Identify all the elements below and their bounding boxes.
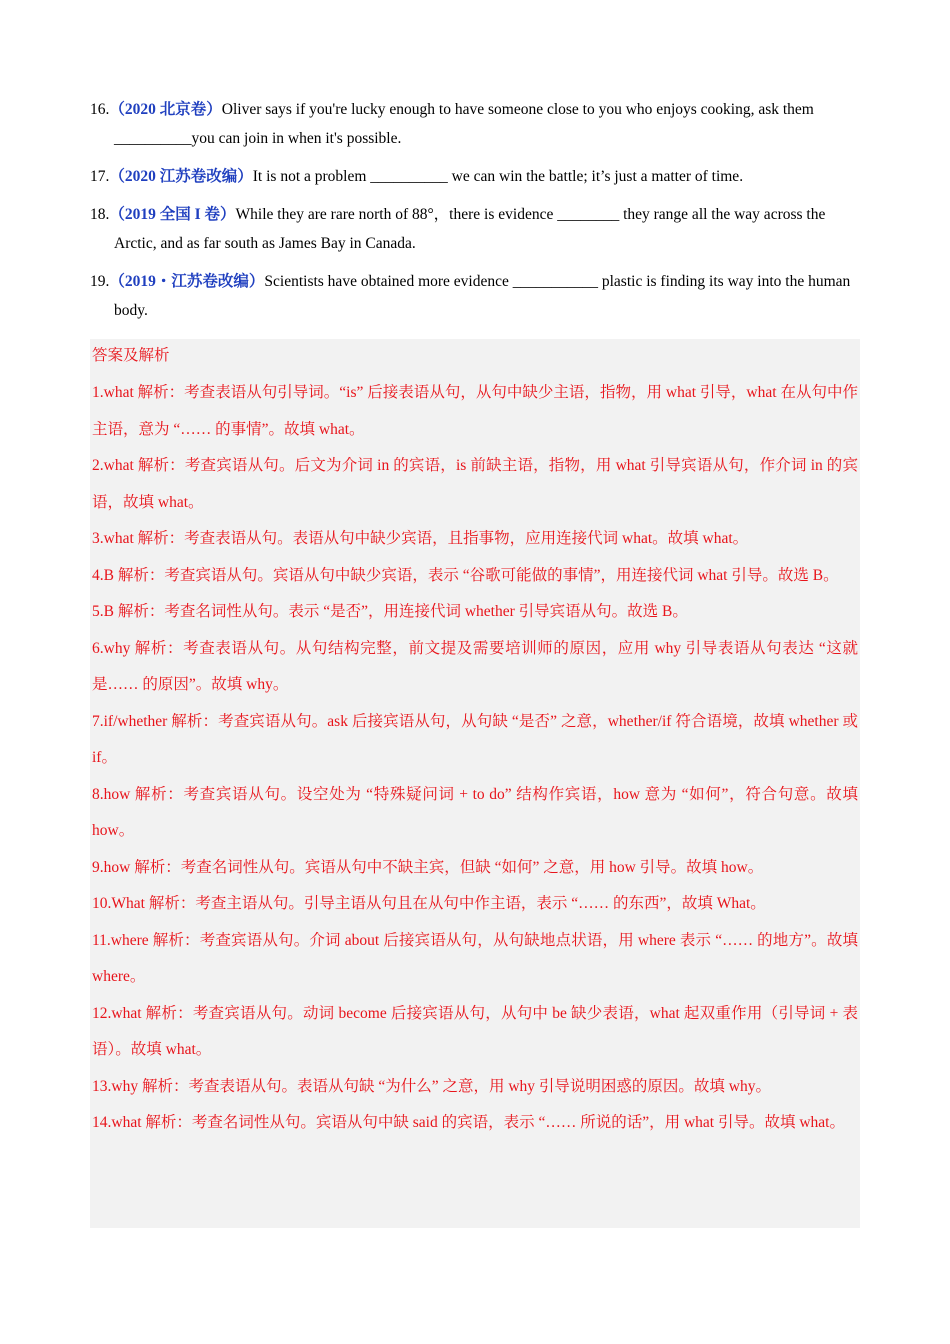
- answer-item: 12.what 解析：考查宾语从句。动词 become 后接宾语从句，从句中 be 缺少表语，what 起双重作用（引导词 + 表语）。故填 what。: [92, 1004, 858, 1058]
- question-17: [90, 162, 860, 191]
- answer-item: 7.if/whether 解析：考查宾语从句。ask 后接宾语从句，从句缺 “是否” 之意，whether/if 符合语境，故填 whether 或 if。: [92, 712, 858, 766]
- question-number: 18.: [90, 206, 110, 223]
- answer-item: 1.what 解析：考查表语从句引导词。“is” 后接表语从句，从句中缺少主语，指物，用 what 引导，what 在从句中作主语，意为 “…… 的事情”。故填 what。: [92, 384, 858, 438]
- question-number: 19.: [90, 273, 110, 290]
- question-source: （2019・江苏卷改编）: [109, 273, 265, 290]
- answer-item: 9.how 解析：考查名词性从句。宾语从句中不缺主宾，但缺 “如何” 之意，用 how 引导。故填 how。: [92, 858, 764, 876]
- question-source: （2019 全国 I 卷）: [109, 206, 236, 223]
- question-number: 17.: [90, 168, 110, 185]
- answer-item: 14.what 解析：考查名词性从句。宾语从句中缺 said 的宾语，表示 “…… 所说的话”，用 what 引导。故填 what。: [92, 1114, 845, 1131]
- question-number: 16.: [90, 101, 110, 118]
- question-text: Oliver says if you're lucky enough to have someone close to you who enjoys cooking, ask them __________you can join in when it's possible.: [114, 101, 814, 147]
- answer-item: 8.how 解析：考查宾语从句。设空处为 “特殊疑问词 + to do” 结构作宾语，how 意为 “如何”，符合句意。故填 how。: [92, 785, 858, 839]
- question-list: [90, 95, 860, 334]
- answer-item: 6.why 解析：考查表语从句。从句结构完整，前文提及需要培训师的原因，应用 why 引导表语从句表达 “这就是…… 的原因”。故填 why。: [92, 639, 858, 693]
- question-text: While they are rare north of 88°，there is evidence ________ they range all the way across the Arctic, and as far south as James Bay in Canada.: [114, 206, 826, 252]
- question-16: [90, 95, 860, 153]
- question-source: （2020 北京卷）: [109, 101, 222, 118]
- answer-item: 10.What 解析：考查主语从句。引导主语从句且在从句中作主语，表示 “…… 的东西”，故填 What。: [92, 895, 766, 912]
- question-text: It is not a problem __________ we can win the battle; it’s just a matter of time.: [252, 168, 744, 185]
- answer-section: [90, 339, 860, 1228]
- answer-item: 3.what 解析：考查表语从句。表语从句中缺少宾语，且指事物，应用连接代词 what。故填 what。: [92, 530, 749, 547]
- question-source: （2020 江苏卷改编）: [109, 168, 253, 185]
- question-18: [90, 200, 860, 258]
- answer-item: 4.B 解析：考查宾语从句。宾语从句中缺少宾语，表示 “谷歌可能做的事情”，用连接代词 what 引导。故选 B。: [92, 566, 839, 584]
- answer-item: 11.where 解析：考查宾语从句。介词 about 后接宾语从句，从句缺地点状语，用 where 表示 “…… 的地方”。故填 where。: [92, 931, 858, 985]
- answer-heading: 答案及解析: [92, 347, 170, 364]
- question-19: [90, 267, 860, 325]
- question-text: Scientists have obtained more evidence ___________ plastic is finding its way into the human body.: [114, 273, 851, 319]
- answer-item: 5.B 解析：考查名词性从句。表示 “是否”，用连接代词 whether 引导宾语从句。故选 B。: [92, 603, 688, 620]
- answer-item: 2.what 解析：考查宾语从句。后文为介词 in 的宾语，is 前缺主语，指物，用 what 引导宾语从句，作介词 in 的宾语，故填 what。: [92, 457, 858, 511]
- answer-item: 13.why 解析：考查表语从句。表语从句缺 “为什么” 之意，用 why 引导说明困惑的原因。故填 why。: [92, 1077, 771, 1095]
